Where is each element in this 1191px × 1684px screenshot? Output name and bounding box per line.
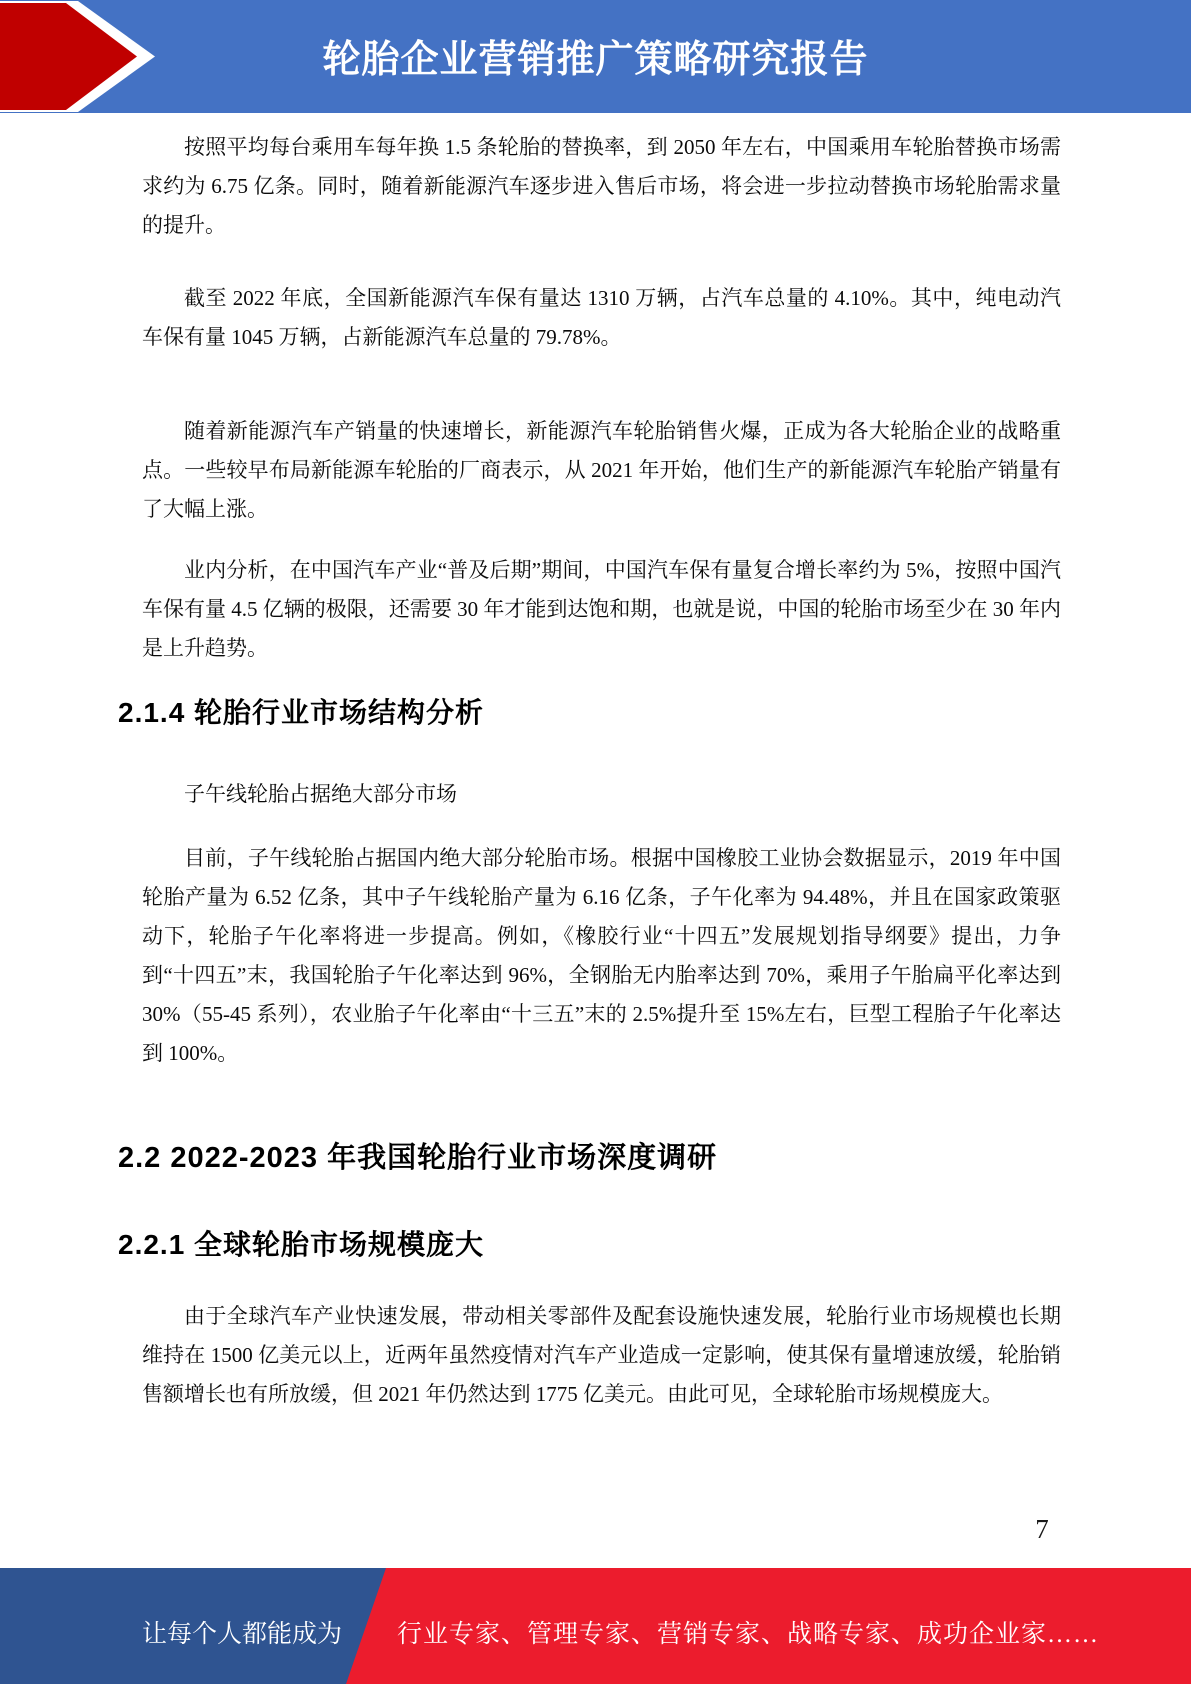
page-header — [0, 0, 1191, 113]
footer-slogan-right: 行业专家、管理专家、营销专家、战略专家、成功企业家…… — [397, 1621, 1100, 1648]
paragraph-nev-ownership: 截至 2022 年底，全国新能源汽车保有量达 1310 万辆，占汽车总量的 4.10%。其中，纯电动汽车保有量 1045 万辆，占新能源汽车总量的 79.78%。 — [142, 286, 1061, 349]
paragraph-replacement-rate: 按照平均每台乘用车每年换 1.5 条轮胎的替换率，到 2050 年左右，中国乘用车轮胎替换市场需求约为 6.75 亿条。同时，随着新能源汽车逐步进入售后市场，将会进一步拉动替换市场轮胎需求量的提升。 — [142, 135, 1061, 237]
page-footer — [0, 1568, 1191, 1684]
page-number: 7 — [1035, 1514, 1049, 1544]
heading-2-1-4: 2.1.4 轮胎行业市场结构分析 — [118, 697, 485, 728]
document-content — [0, 113, 1191, 1414]
subtitle-radial-tires: 子午线轮胎占据绝大部分市场 — [184, 782, 457, 806]
paragraph-global-market: 由于全球汽车产业快速发展，带动相关零部件及配套设施快速发展，轮胎行业市场规模也长期维持在 1500 亿美元以上，近两年虽然疫情对汽车产业造成一定影响，使其保有量增速放缓，轮胎销售额增长也有所放缓，但 2021 年仍然达到 1775 亿美元。由此可见，全球轮胎市场规模庞大。 — [142, 1304, 1061, 1406]
paragraph-industry-analysis: 业内分析，在中国汽车产业“普及后期”期间，中国汽车保有量复合增长率约为 5%，按照中国汽车保有量 4.5 亿辆的极限，还需要 30 年才能到达饱和期，也就是说，中国的轮胎市场至少在 30 年内是上升趋势。 — [142, 558, 1061, 660]
paragraph-nev-tire-sales: 随着新能源汽车产销量的快速增长，新能源汽车轮胎销售火爆，正成为各大轮胎企业的战略重点。一些较早布局新能源车轮胎的厂商表示，从 2021 年开始，他们生产的新能源汽车轮胎产销量有了大幅上涨。 — [142, 419, 1061, 521]
paragraph-radialization: 目前，子午线轮胎占据国内绝大部分轮胎市场。根据中国橡胶工业协会数据显示，2019 年中国轮胎产量为 6.52 亿条，其中子午线轮胎产量为 6.16 亿条，子午化率为 94.48%，并且在国家政策驱动下，轮胎子午化率将进一步提高。例如，《橡胶行业“十四五”发展规划指导纲要》提出，力争到“十四五”末，我国轮胎子午化率达到 96%，全钢胎无内胎率达到 70%，乘用子午胎扁平化率达到 30%（55-45 系列），农业胎子午化率由“十三五”末的 2.5%提升至 15%左右，巨型工程胎子午化率达到 100%。 — [142, 846, 1061, 1065]
heading-2-2: 2.2 2022-2023 年我国轮胎行业市场深度调研 — [118, 1142, 718, 1174]
report-title: 轮胎企业营销推广策略研究报告 — [322, 39, 869, 81]
heading-2-2-1: 2.2.1 全球轮胎市场规模庞大 — [118, 1229, 485, 1260]
footer-slogan-left: 让每个人都能成为 — [142, 1621, 343, 1648]
